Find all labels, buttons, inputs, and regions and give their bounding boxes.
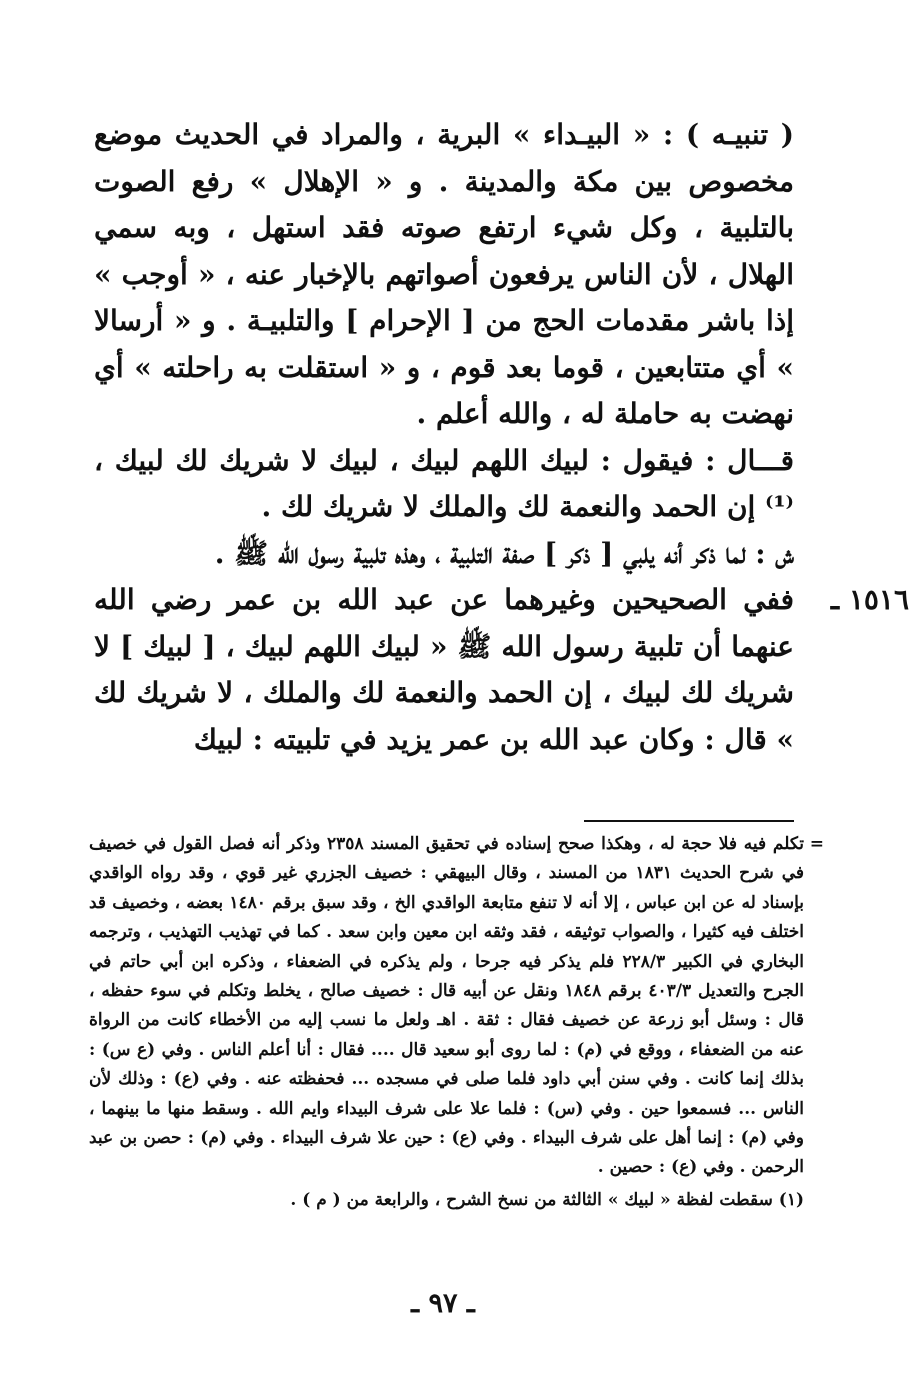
footnote-1: (١) سقطت لفظة « لبيك » الثالثة من نسخ الشرح ، والرابعة من ( م ) .	[290, 1189, 804, 1210]
continuation-marker: =	[809, 834, 824, 854]
footnote-continuation-text: تكلم فيه فلا حجة له ، وهكذا صحح إسناده في تحقيق المسند ٢٣٥٨ وذكر أنه فصل القول في خصيف في شرح الحديث ١٨٣١ من المسند ، وقال البيهقي : خصيف الجزري غير قوي ، وقد رواه الواقدي بإسناد له عن ابن عباس ، إلا أنه لا تنفع متابعة الواقدي الخ ، وقد سبق برقم ١٤٨٠ بعضه ، وخصيف قد اختلف فيه كثيرا ، والصواب توثيقه ، فقد وثقه ابن معين وابن سعد . كما في تهذيب التهذيب ، وترجمه البخاري في الكبير ٢٢٨/٣ فلم يذكر فيه جرحا ، ولم يذكره في الضعفاء ، وذكره ابن أبي حاتم في الجرح والتعديل ٤٠٣/٣ برقم ١٨٤٨ ونقل عن أبيه قال : خصيف صالح ، يخلط وتكلم في سوء حفظه ، قال : وسئل أبو زرعة عن خصيف فقال : ثقة . اهـ ولعل ما نسب إليه من الأخطاء كانت من الرواة عنه من الضعفاء ، ووقع في (م) : لما روى أبو سعيد قال .... فقال : أنا أعلم الناس . وفي (ع س) : بذلك إنما كانت . وفي سنن أبي داود فلما صلى في مسجده ... فحفظته عنه . وفي (ع) : وذلك لأن الناس ... فسمعوا حين . وفي (س) : فلما علا على شرف البيداء وايم الله . وسقط منها ما بينهما ، وفي (م) : إنما أهل على شرف البيداء . وفي (ع) : حين علا شرف البيداء . وفي (م) : حصن بن عبد الرحمن . وفي (ع) : حصين .	[89, 834, 805, 1178]
footnote-continuation	[89, 830, 824, 1183]
hadith-entry	[94, 577, 909, 763]
hadith-number: ١٥١٦ ـ	[830, 583, 909, 616]
main-text-block	[94, 112, 909, 763]
matn-paragraph: قـــال : فيقول : لبيك اللهم لبيك ، لبيك لا شريك لك لبيك ،⁽¹⁾ إن الحمد والنعمة لك والملك لا شريك لك .	[94, 443, 794, 523]
page-number: ـ ٩٧ ـ	[411, 1288, 475, 1319]
commentary-paragraph: ش : لما ذكر أنه يلبي [ ذكر ] صفة التلبية ، وهذه تلبية رسول الله ﷺ .	[214, 536, 794, 570]
hadith-text: ففي الصحيحين وغيرهما عن عبد الله بن عمر رضي الله عنهما أن تلبية رسول الله ﷺ « لبيك اللهم لبيك ، [ لبيك ] لا شريك لك لبيك ، إن الحمد والنعمة لك والملك ، لا شريك لك » قال : وكان عبد الله بن عمر يزيد في تلبيته : لبيك	[94, 583, 794, 756]
footnotes-block	[89, 830, 824, 1215]
note-paragraph: ( تنبيـه ) : « البيـداء » البرية ، والمراد في الحديث موضع مخصوص بين مكة والمدينة . و « الإهلال » رفع الصوت بالتلبية ، وكل شيء ارتفع صوته فقد استهل ، وبه سمي الهلال ، لأن الناس يرفعون أصواتهم بالإخبار عنه ، « أوجب » إذا باشر مقدمات الحج من [ الإحرام ] والتلبيـة . و « أرسالا » أي متتابعين ، قوما بعد قوم ، و « استقلت به راحلته » أي نهضت به حاملة له ، والله أعلم .	[94, 118, 794, 430]
footnote-separator	[584, 820, 794, 822]
